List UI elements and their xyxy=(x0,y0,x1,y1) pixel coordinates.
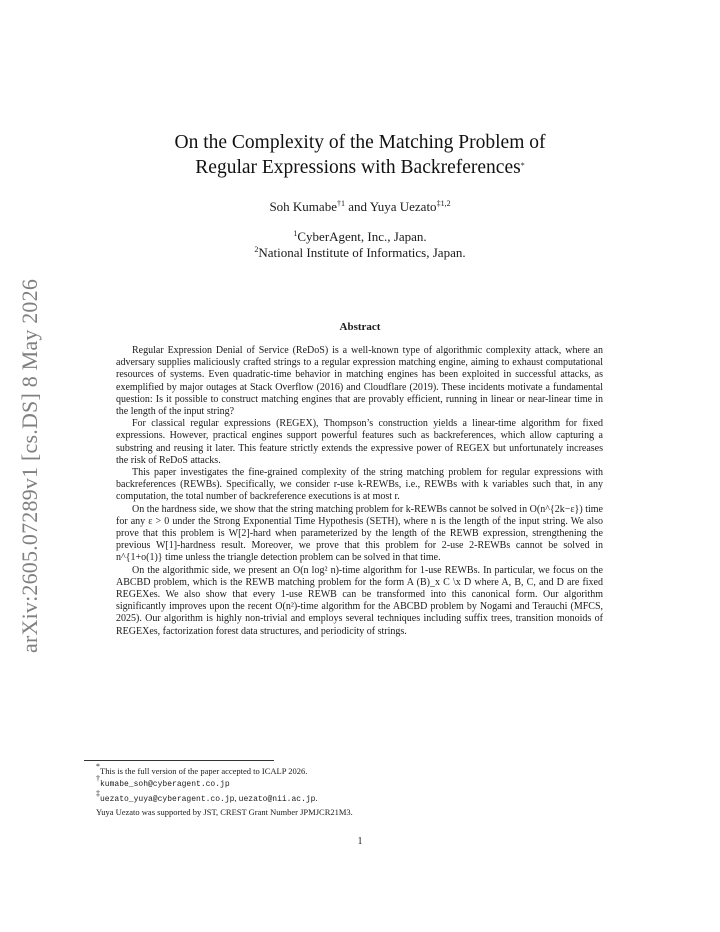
affiliation-2-name: National Institute of Informatics, Japan. xyxy=(258,245,466,260)
author-connector: and xyxy=(348,199,367,214)
footnotes xyxy=(96,762,636,819)
author-2-email-2[interactable]: uezato@nii.ac.jp xyxy=(238,794,316,804)
footnote-ddagger-mark: ‡ xyxy=(96,788,100,798)
affiliation-list xyxy=(0,229,720,261)
email-end: . xyxy=(315,792,318,803)
affiliation-1-mark: 1 xyxy=(293,229,298,238)
author-1-marks: †1 xyxy=(336,199,345,208)
affiliation-1 xyxy=(0,229,720,245)
author-2-email-1[interactable]: uezato_yuya@cyberagent.co.jp xyxy=(100,794,235,804)
author-1-name: Soh Kumabe xyxy=(269,199,337,214)
title-line-2-text: Regular Expressions with Backreferences xyxy=(195,157,521,178)
title-line-2 xyxy=(0,155,720,180)
affiliation-2 xyxy=(0,245,720,261)
affiliation-1-name: CyberAgent, Inc., Japan. xyxy=(297,229,427,244)
affiliation-2-mark: 2 xyxy=(254,245,259,254)
footnote-ddagger xyxy=(96,788,636,806)
author-list xyxy=(0,199,720,215)
footnote-dagger xyxy=(96,774,636,791)
email-separator: , xyxy=(234,792,239,803)
footnote-dagger-mark: † xyxy=(96,774,100,784)
abstract-paragraph-1: Regular Expression Denial of Service (ReDoS) is a well-known type of algorithmic complexity attack, where an adversary supplies maliciously crafted strings to a regular expression matching engine, aiming to exhaust computational resources of systems. Even quadratic-time behavior in matching engines has been exploited in successful attacks, as exemplified by major outages at Stack Overflow (2016) and Cloudflare (2019). These incidents motivate a fundamental question: Is it possible to construct matching engines that are provably efficient, running in linear or near-linear time in the length of the input string? xyxy=(116,345,603,418)
author-2-name: Yuya Uezato xyxy=(369,199,437,214)
title-line-1: On the Complexity of the Matching Problem of xyxy=(174,132,546,153)
page-number: 1 xyxy=(357,836,363,847)
author-1-email[interactable]: kumabe_soh@cyberagent.co.jp xyxy=(100,780,230,790)
title-footnote-mark: * xyxy=(520,161,525,170)
abstract-body xyxy=(116,345,603,638)
abstract-heading: Abstract xyxy=(339,321,381,333)
footnote-star-text: This is the full version of the paper accepted to ICALP 2026. xyxy=(100,766,308,776)
footnote-star-mark: * xyxy=(96,762,100,771)
paper-title xyxy=(0,130,720,180)
abstract-paragraph-5: On the algorithmic side, we present an O(n log² n)-time algorithm for 1-use REWBs. In particular, we focus on the ABCBD problem, which is the REWB matching problem for the form A (B)_x C \x D where A, B, C, and D are fixed REGEXes. We also show that every 1-use REWB can be transformed into this canonical form. Our algorithm significantly improves upon the recent O(n²)-time algorithm for the ABCBD problem by Nogami and Terauchi (MFCS, 2025). Our algorithm is highly non-trivial and employs several techniques including suffix trees, transition monoids of REGEXes, factorization forest data structures, and periodicity of strings. xyxy=(116,564,603,637)
author-2-marks: ‡1,2 xyxy=(436,199,451,208)
abstract-paragraph-2: For classical regular expressions (REGEX), Thompson’s construction yields a linear-time algorithm for fixed expressions. However, practical engines support powerful features such as backreferences, which allow capturing a substring and reusing it later. This feature strictly extends the expressive power of REGEX but unfortunately increases the risk of ReDoS attacks. xyxy=(116,418,603,466)
footnote-rule xyxy=(84,760,274,761)
footnote-funding: Yuya Uezato was supported by JST, CREST Grant Number JPMJCR21M3. xyxy=(96,807,353,818)
abstract-paragraph-3: This paper investigates the fine-grained complexity of the string matching problem for regular expressions with backreferences (REWBs). Specifically, we consider r-use k-REWBs, i.e., REWBs with k variables such that, in any computation, the total number of backreference executions is at most r. xyxy=(116,467,603,503)
abstract-paragraph-4: On the hardness side, we show that the string matching problem for k-REWBs cannot be solved in O(n^{2k−ε}) time for any ε > 0 under the Strong Exponential Time Hypothesis (SETH), where n is the length of the input string. We also prove that this problem is W[2]-hard when parameterized by the length of the REWB expression, strengthening the previous W[1]-hardness result. Moreover, we prove that this problem for 2-use 2-REWBs cannot be solved in n^{1+o(1)} time unless the triangle detection problem can be solved in that time. xyxy=(116,503,603,564)
footnote-star xyxy=(96,762,636,777)
arxiv-identifier: arXiv:2605.07289v1 [cs.DS] 8 May 2026 xyxy=(17,278,42,654)
